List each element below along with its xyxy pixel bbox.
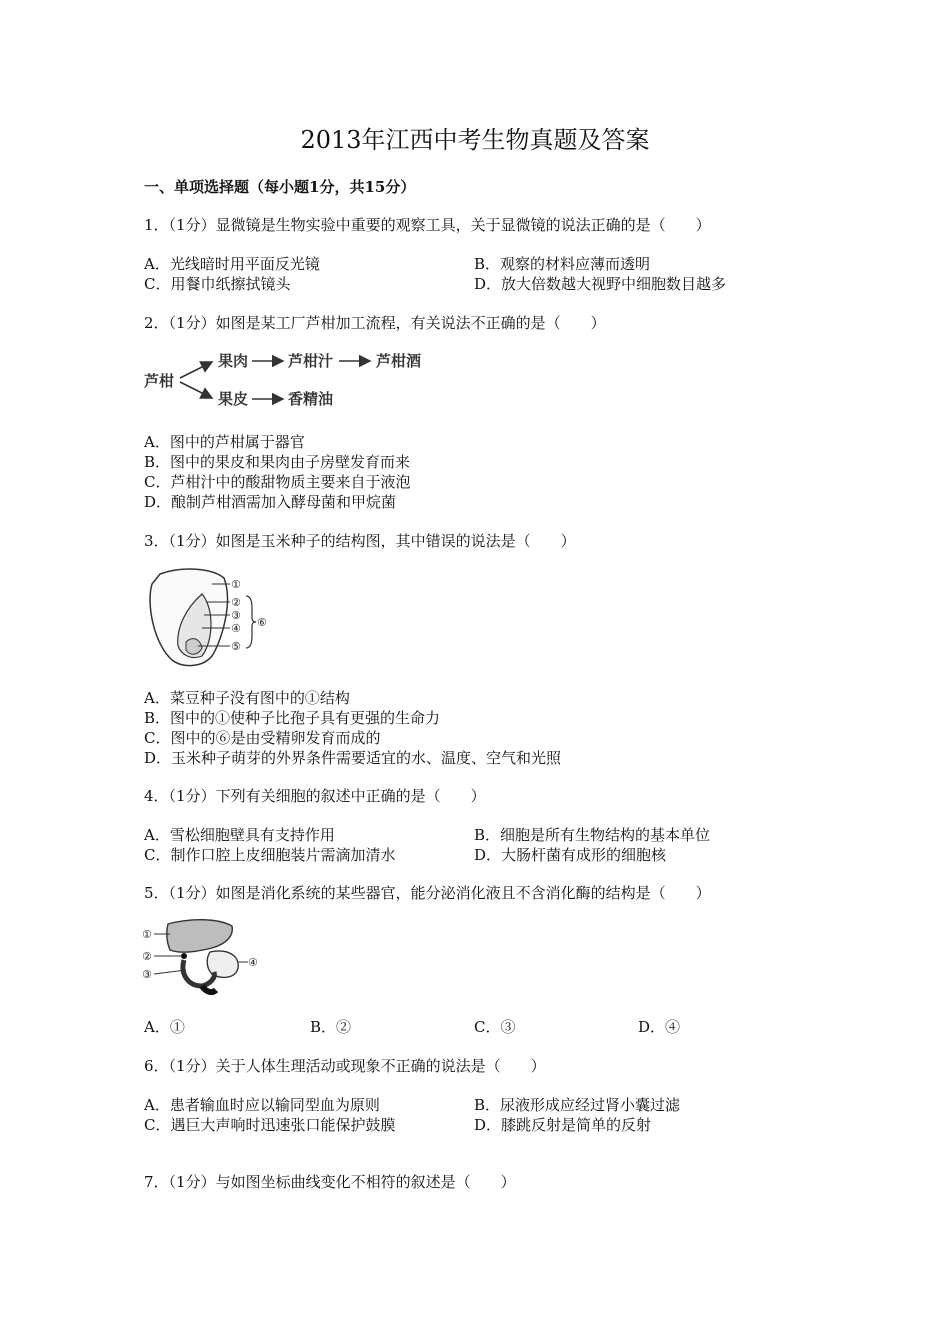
organ-label-1: ① [142, 928, 152, 941]
seed-label-2: ② [231, 596, 241, 609]
question-3-stem: 3．（1分）如图是玉米种子的结构图，其中错误的说法是（ ） [144, 532, 576, 550]
gallbladder-dot [181, 953, 187, 959]
question-1-stem: 1．（1分）显微镜是生物实验中重要的观察工具，关于显微镜的说法正确的是（ ） [144, 216, 711, 234]
question-3-option-d: D．玉米种子萌芽的外界条件需要适宜的水、温度、空气和光照 [144, 749, 562, 767]
question-5-option-a: A．① [144, 1018, 185, 1036]
question-3-option-b: B．图中的①使种子比孢子具有更强的生命力 [144, 709, 441, 727]
question-7-stem: 7．（1分）与如图坐标曲线变化不相符的叙述是（ ） [144, 1173, 516, 1191]
page-title: 2013年江西中考生物真题及答案 [300, 126, 650, 154]
digestive-organs-figure [140, 914, 270, 998]
question-5-option-c: C．③ [474, 1018, 516, 1036]
question-2-stem: 2．（1分）如图是某工厂芦柑加工流程，有关说法不正确的是（ ） [144, 314, 606, 332]
question-4-option-a: A．雪松细胞壁具有支持作用 [144, 826, 335, 844]
section-heading: 一、单项选择题（每小题1分，共15分） [144, 178, 416, 196]
question-4-option-d: D．大肠杆菌有成形的细胞核 [474, 846, 667, 864]
question-2-option-d: D．酿制芦柑酒需加入酵母菌和甲烷菌 [144, 493, 397, 511]
question-6-stem: 6．（1分）关于人体生理活动或现象不正确的说法是（ ） [144, 1057, 546, 1075]
question-4-option-b: B．细胞是所有生物结构的基本单位 [474, 826, 711, 844]
question-1-option-d: D．放大倍数越大视野中细胞数目越多 [474, 275, 727, 293]
question-5-option-b: B．② [310, 1018, 352, 1036]
seed-label-6: ⑥ [257, 616, 267, 629]
fig-label-peel: 果皮 [218, 390, 249, 408]
question-6-option-a: A．患者输血时应以输同型血为原则 [144, 1096, 380, 1114]
fig-label-wine: 芦柑酒 [376, 352, 422, 370]
question-6-option-c: C．遇巨大声响时迅速张口能保护鼓膜 [144, 1116, 396, 1134]
question-6-option-d: D．膝跳反射是简单的反射 [474, 1116, 652, 1134]
question-6-option-b: B．尿液形成应经过肾小囊过滤 [474, 1096, 681, 1114]
question-4-stem: 4．（1分）下列有关细胞的叙述中正确的是（ ） [144, 787, 486, 805]
corn-seed-figure [142, 564, 282, 672]
question-2-option-b: B．图中的果皮和果肉由子房壁发育而来 [144, 453, 411, 471]
seed-label-1: ① [231, 578, 241, 591]
intestine-end [202, 986, 216, 992]
question-2-option-a: A．图中的芦柑属于器官 [144, 433, 305, 451]
organ-label-4: ④ [248, 956, 258, 969]
seed-label-4: ④ [231, 622, 241, 635]
question-1-option-c: C．用餐巾纸擦拭镜头 [144, 275, 291, 293]
citrus-process-figure [140, 342, 440, 422]
liver-shape [167, 920, 233, 952]
seed-label-5: ⑤ [231, 640, 241, 653]
fig-label-pulp: 果肉 [218, 352, 249, 370]
question-1-option-b: B．观察的材料应薄而透明 [474, 255, 651, 273]
arrow-to-peel [180, 382, 212, 398]
organ-label-2: ② [142, 950, 152, 963]
question-3-option-a: A．菜豆种子没有图中的①结构 [144, 689, 350, 707]
question-5-stem: 5．（1分）如图是消化系统的某些器官，能分泌消化液且不含消化酶的结构是（ ） [144, 884, 711, 902]
question-2-option-c: C．芦柑汁中的酸甜物质主要来自于液泡 [144, 473, 411, 491]
embryo-bracket [246, 596, 256, 648]
question-3-option-c: C．图中的⑥是由受精卵发育而成的 [144, 729, 381, 747]
fig-label-citrus: 芦柑 [144, 372, 175, 390]
question-5-option-d: D．④ [638, 1018, 681, 1036]
fig-label-juice: 芦柑汁 [288, 352, 334, 370]
organ-label-3: ③ [142, 968, 152, 981]
arrow-to-pulp [180, 362, 212, 378]
question-1-option-a: A．光线暗时用平面反光镜 [144, 255, 320, 273]
fig-label-oil: 香精油 [288, 390, 334, 408]
seed-label-3: ③ [231, 609, 241, 622]
question-4-option-c: C．制作口腔上皮细胞装片需滴加清水 [144, 846, 396, 864]
